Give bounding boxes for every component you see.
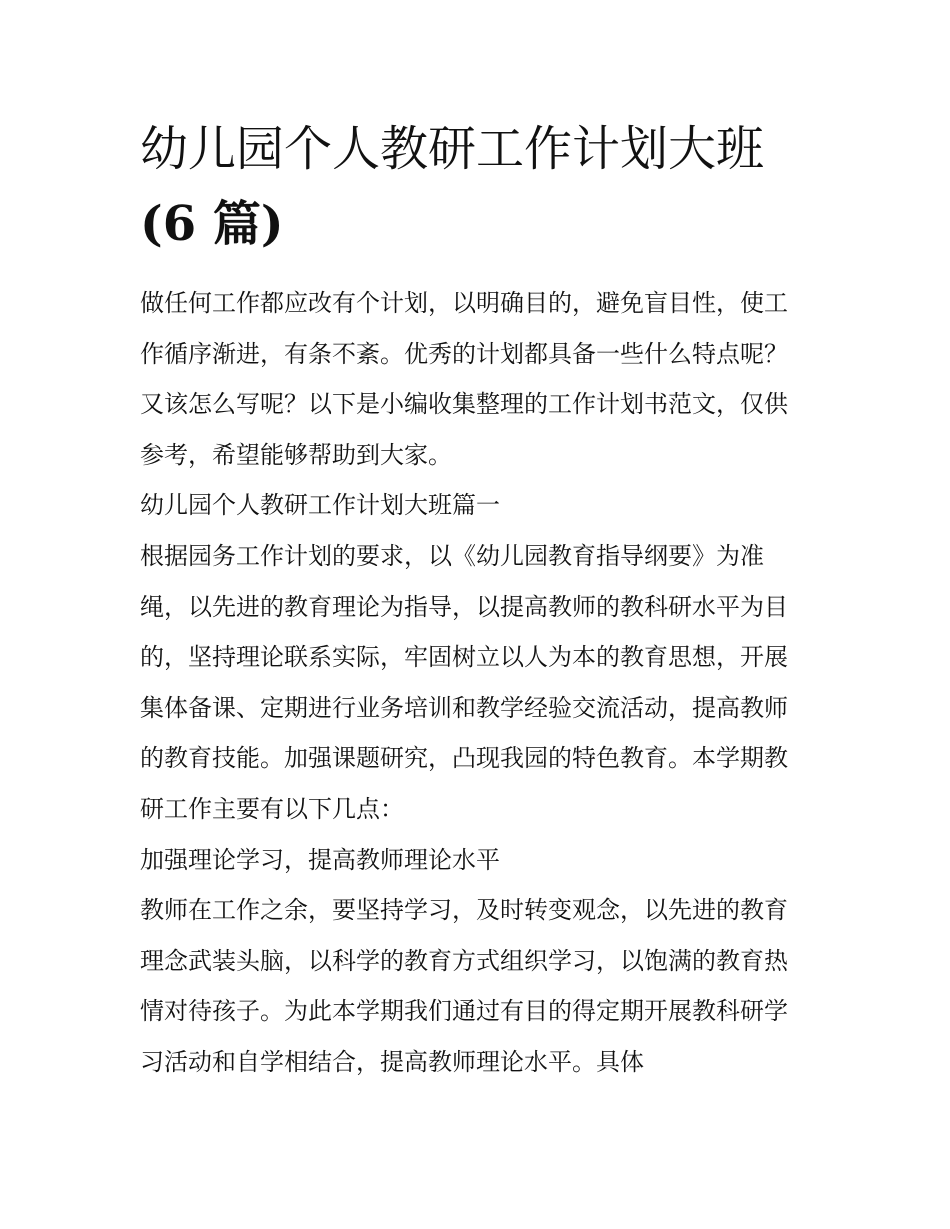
title-line-1: 幼儿园个人教研工作计划大班 — [140, 121, 765, 177]
paragraph-line: 教师在工作之余，要坚持学习，及时转变观念，以先进的教育 — [140, 896, 788, 925]
paragraph-line: 情对待孩子。为此本学期我们通过有目的得定期开展教科研学 — [140, 997, 788, 1026]
paragraph-line: 集体备课、定期进行业务培训和教学经验交流活动，提高教师 — [140, 693, 788, 722]
paragraph-line: 参考，希望能够帮助到大家。 — [140, 440, 452, 469]
detail-paragraph — [140, 885, 815, 1087]
paragraph-line: 绳，以先进的教育理论为指导，以提高教师的教科研水平为目 — [140, 592, 788, 621]
paragraph-line: 作循序渐进，有条不紊。优秀的计划都具备一些什么特点呢？ — [140, 339, 788, 368]
paragraph-line: 的教育技能。加强课题研究，凸现我园的特色教育。本学期教 — [140, 744, 788, 773]
paragraph-line: 理念武装头脑，以科学的教育方式组织学习，以饱满的教育热 — [140, 946, 788, 975]
paragraph-line: 研工作主要有以下几点： — [140, 794, 404, 823]
document-content — [140, 112, 815, 1088]
paragraph-line: 根据园务工作计划的要求，以《幼儿园教育指导纲要》为准 — [140, 541, 764, 570]
sub-heading — [140, 835, 815, 886]
paragraph-line: 的，坚持理论联系实际，牢固树立以人为本的教育思想，开展 — [140, 643, 788, 672]
section-heading — [140, 480, 815, 531]
sub-heading-text: 加强理论学习，提高教师理论水平 — [140, 845, 500, 874]
document-title — [140, 112, 815, 262]
title-line-2: (6 篇) — [140, 196, 284, 252]
paragraph-line: 习活动和自学相结合，提高教师理论水平。具体 — [140, 1047, 644, 1076]
intro-paragraph — [140, 278, 815, 480]
paragraph-line: 又该怎么写呢？以下是小编收集整理的工作计划书范文，仅供 — [140, 390, 788, 419]
paragraph-line: 做任何工作都应改有个计划，以明确目的，避免盲目性，使工 — [140, 289, 788, 317]
body-paragraph — [140, 531, 815, 835]
section-heading-text: 幼儿园个人教研工作计划大班篇一 — [140, 491, 500, 520]
